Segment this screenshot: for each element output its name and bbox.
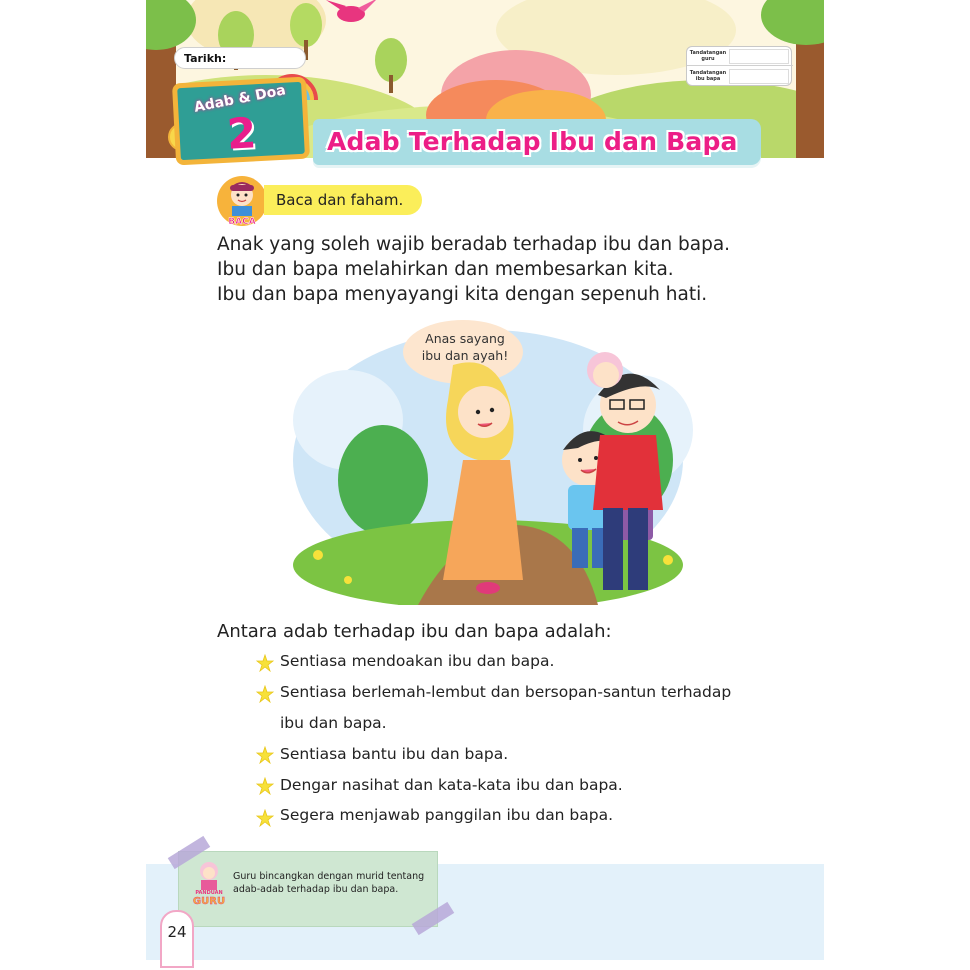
baca-badge-label: BACA [228, 217, 256, 227]
teacher-note-card [178, 851, 438, 927]
date-label: Tarikh: [184, 52, 227, 65]
paragraph-line-2: Ibu dan bapa melahirkan dan membesarkan kita. [217, 259, 674, 280]
speech-bubble-text: Anas sayang ibu dan ayah! [421, 331, 509, 363]
signature-row-teacher [687, 47, 793, 66]
workbook-page [146, 0, 824, 970]
signature-parent-label: Tandatangan ibu bapa [689, 70, 727, 82]
teacher-guide-icon [187, 858, 231, 906]
chapter-board [172, 77, 310, 166]
signature-box [686, 46, 792, 86]
star-bullet-icon [256, 809, 274, 827]
page-number-tab [160, 910, 194, 968]
star-bullet-icon [256, 777, 274, 795]
chapter-category: Adab & Doa [192, 82, 288, 116]
list-item: Segera menjawab panggilan ibu dan bapa. [280, 806, 614, 824]
date-field[interactable] [174, 47, 306, 69]
signature-teacher-label: Tandatangan guru [689, 50, 727, 62]
list-item: Sentiasa mendoakan ibu dan bapa. [280, 652, 555, 670]
paragraph-line-1: Anak yang soleh wajib beradab terhadap ibu dan bapa. [217, 234, 731, 255]
teacher-guide-badge-small: PANDUAN [195, 890, 223, 896]
star-bullet-icon [256, 654, 274, 672]
list-item: Sentiasa berlemah-lembut dan bersopan-santun terhadap [280, 683, 732, 701]
title-bar [313, 119, 761, 165]
page-number: 24 [167, 923, 187, 941]
list-title: Antara adab terhadap ibu dan bapa adalah: [217, 621, 612, 642]
list-item-continuation: ibu dan bapa. [280, 714, 387, 732]
star-bullet-icon [256, 746, 274, 764]
star-bullet-icon [256, 685, 274, 703]
list-item: Dengar nasihat dan kata-kata ibu dan bapa. [280, 776, 623, 794]
teacher-guide-badge-big: GURU [192, 896, 226, 906]
instruction-pill [264, 185, 422, 215]
instruction-text: Baca dan faham. [276, 191, 404, 209]
list-item: Sentiasa bantu ibu dan bapa. [280, 745, 509, 763]
signature-teacher-field[interactable] [729, 49, 789, 64]
baca-character-icon [216, 175, 268, 227]
signature-parent-field[interactable] [729, 69, 789, 84]
teacher-note-text: Guru bincangkan dengan murid tentang adab-adab terhadap ibu dan bapa. [233, 871, 425, 895]
paragraph-line-3: Ibu dan bapa menyayangi kita dengan sepenuh hati. [217, 284, 708, 305]
chapter-number: 2 [225, 108, 258, 159]
signature-row-parent [687, 67, 793, 86]
page-title: Adab Terhadap Ibu dan Bapa [327, 127, 738, 156]
